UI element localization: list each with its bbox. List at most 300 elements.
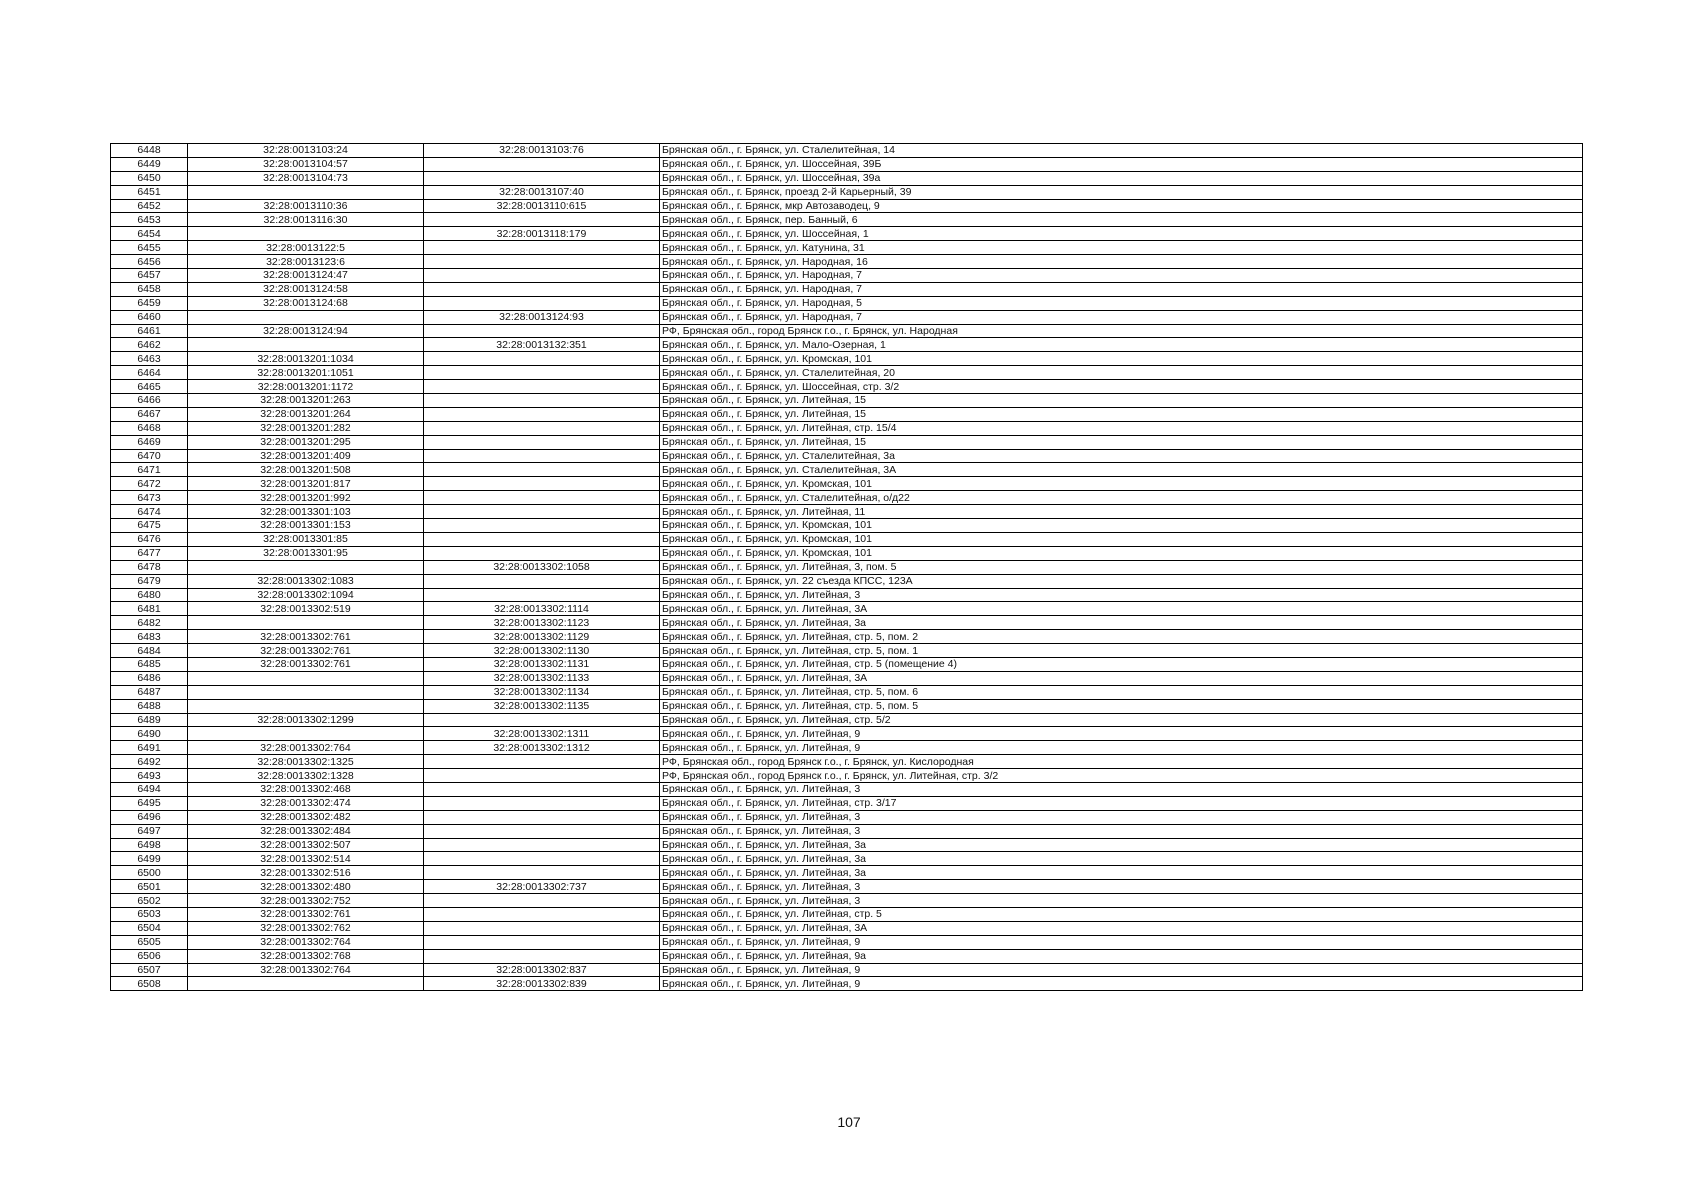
row-number-cell: 6499: [111, 852, 188, 866]
building-number-cell: [424, 769, 660, 783]
building-number-cell: [424, 380, 660, 394]
parcel-number-cell: 32:28:0013124:58: [188, 282, 424, 296]
row-number-cell: 6475: [111, 519, 188, 533]
parcel-number-cell: 32:28:0013302:516: [188, 866, 424, 880]
address-cell: Брянская обл., г. Брянск, ул. 22 съезда КПСС, 123А: [660, 574, 1583, 588]
address-cell: Брянская обл., г. Брянск, ул. Литейная, 3а: [660, 866, 1583, 880]
row-number-cell: 6493: [111, 769, 188, 783]
row-number-cell: 6505: [111, 935, 188, 949]
building-number-cell: [424, 157, 660, 171]
parcel-number-cell: 32:28:0013201:817: [188, 477, 424, 491]
table-row: [111, 185, 1583, 199]
building-number-cell: 32:28:0013302:1133: [424, 671, 660, 685]
table-row: [111, 894, 1583, 908]
building-number-cell: 32:28:0013302:1135: [424, 699, 660, 713]
building-number-cell: [424, 324, 660, 338]
address-cell: Брянская обл., г. Брянск, пер. Банный, 6: [660, 213, 1583, 227]
building-number-cell: [424, 838, 660, 852]
building-number-cell: [424, 505, 660, 519]
address-cell: Брянская обл., г. Брянск, ул. Литейная, 3а: [660, 838, 1583, 852]
row-number-cell: 6491: [111, 741, 188, 755]
row-number-cell: 6461: [111, 324, 188, 338]
table-row: [111, 977, 1583, 991]
building-number-cell: [424, 421, 660, 435]
table-row: [111, 741, 1583, 755]
table-row: [111, 449, 1583, 463]
row-number-cell: 6482: [111, 616, 188, 630]
address-cell: Брянская обл., г. Брянск, ул. Литейная, 3: [660, 824, 1583, 838]
address-cell: Брянская обл., г. Брянск, ул. Шоссейная, 39Б: [660, 157, 1583, 171]
building-number-cell: 32:28:0013110:615: [424, 199, 660, 213]
parcel-number-cell: 32:28:0013124:94: [188, 324, 424, 338]
address-cell: Брянская обл., г. Брянск, ул. Литейная, 9: [660, 963, 1583, 977]
building-number-cell: [424, 352, 660, 366]
building-number-cell: 32:28:0013302:1130: [424, 644, 660, 658]
row-number-cell: 6501: [111, 880, 188, 894]
parcel-number-cell: [188, 977, 424, 991]
parcel-number-cell: 32:28:0013201:409: [188, 449, 424, 463]
building-number-cell: [424, 852, 660, 866]
building-number-cell: 32:28:0013302:1058: [424, 560, 660, 574]
row-number-cell: 6449: [111, 157, 188, 171]
parcel-number-cell: 32:28:0013201:295: [188, 435, 424, 449]
row-number-cell: 6481: [111, 602, 188, 616]
address-cell: РФ, Брянская обл., город Брянск г.о., г. Брянск, ул. Литейная, стр. 3/2: [660, 769, 1583, 783]
row-number-cell: 6472: [111, 477, 188, 491]
building-number-cell: 32:28:0013302:1114: [424, 602, 660, 616]
parcel-number-cell: 32:28:0013201:1051: [188, 366, 424, 380]
table-row: [111, 769, 1583, 783]
address-cell: РФ, Брянская обл., город Брянск г.о., г. Брянск, ул. Народная: [660, 324, 1583, 338]
table-row: [111, 727, 1583, 741]
table-row: [111, 227, 1583, 241]
building-number-cell: 32:28:0013302:1129: [424, 630, 660, 644]
table-row: [111, 574, 1583, 588]
address-cell: Брянская обл., г. Брянск, ул. Сталелитейная, о/д22: [660, 491, 1583, 505]
building-number-cell: [424, 296, 660, 310]
building-number-cell: [424, 713, 660, 727]
building-number-cell: 32:28:0013302:1312: [424, 741, 660, 755]
table-row: [111, 532, 1583, 546]
building-number-cell: [424, 269, 660, 283]
parcel-number-cell: 32:28:0013201:1172: [188, 380, 424, 394]
registry-table-body: [111, 144, 1583, 991]
building-number-cell: 32:28:0013302:1134: [424, 685, 660, 699]
address-cell: Брянская обл., г. Брянск, ул. Сталелитейная, 20: [660, 366, 1583, 380]
row-number-cell: 6480: [111, 588, 188, 602]
row-number-cell: 6460: [111, 310, 188, 324]
parcel-number-cell: 32:28:0013302:507: [188, 838, 424, 852]
parcel-number-cell: 32:28:0013302:764: [188, 935, 424, 949]
address-cell: Брянская обл., г. Брянск, ул. Литейная, 3а: [660, 852, 1583, 866]
row-number-cell: 6502: [111, 894, 188, 908]
row-number-cell: 6457: [111, 269, 188, 283]
table-row: [111, 269, 1583, 283]
parcel-number-cell: 32:28:0013302:468: [188, 782, 424, 796]
address-cell: Брянская обл., г. Брянск, ул. Шоссейная, стр. 3/2: [660, 380, 1583, 394]
table-row: [111, 241, 1583, 255]
table-row: [111, 602, 1583, 616]
row-number-cell: 6452: [111, 199, 188, 213]
row-number-cell: 6470: [111, 449, 188, 463]
building-number-cell: [424, 894, 660, 908]
address-cell: Брянская обл., г. Брянск, ул. Кромская, 101: [660, 477, 1583, 491]
table-row: [111, 644, 1583, 658]
address-cell: Брянская обл., г. Брянск, ул. Литейная, стр. 5: [660, 907, 1583, 921]
table-row: [111, 935, 1583, 949]
address-cell: Брянская обл., г. Брянск, ул. Литейная, стр. 15/4: [660, 421, 1583, 435]
parcel-number-cell: 32:28:0013302:752: [188, 894, 424, 908]
table-row: [111, 657, 1583, 671]
row-number-cell: 6483: [111, 630, 188, 644]
table-row: [111, 394, 1583, 408]
table-row: [111, 477, 1583, 491]
address-cell: Брянская обл., г. Брянск, ул. Литейная, 3А: [660, 921, 1583, 935]
address-cell: Брянская обл., г. Брянск, ул. Литейная, 9: [660, 727, 1583, 741]
address-cell: Брянская обл., г. Брянск, ул. Кромская, 101: [660, 519, 1583, 533]
address-cell: Брянская обл., г. Брянск, мкр Автозаводец, 9: [660, 199, 1583, 213]
row-number-cell: 6474: [111, 505, 188, 519]
parcel-number-cell: 32:28:0013302:762: [188, 921, 424, 935]
building-number-cell: [424, 407, 660, 421]
row-number-cell: 6486: [111, 671, 188, 685]
parcel-number-cell: 32:28:0013302:768: [188, 949, 424, 963]
address-cell: Брянская обл., г. Брянск, ул. Литейная, 3А: [660, 671, 1583, 685]
table-row: [111, 838, 1583, 852]
address-cell: Брянская обл., г. Брянск, ул. Мало-Озерная, 1: [660, 338, 1583, 352]
address-cell: Брянская обл., г. Брянск, ул. Литейная, 15: [660, 394, 1583, 408]
address-cell: Брянская обл., г. Брянск, ул. Литейная, стр. 5, пом. 2: [660, 630, 1583, 644]
table-row: [111, 282, 1583, 296]
parcel-number-cell: 32:28:0013124:68: [188, 296, 424, 310]
row-number-cell: 6465: [111, 380, 188, 394]
building-number-cell: [424, 755, 660, 769]
address-cell: Брянская обл., г. Брянск, ул. Народная, 5: [660, 296, 1583, 310]
row-number-cell: 6503: [111, 907, 188, 921]
address-cell: Брянская обл., г. Брянск, ул. Народная, 16: [660, 255, 1583, 269]
table-row: [111, 171, 1583, 185]
building-number-cell: 32:28:0013118:179: [424, 227, 660, 241]
building-number-cell: [424, 810, 660, 824]
address-cell: Брянская обл., г. Брянск, ул. Шоссейная, 39а: [660, 171, 1583, 185]
table-row: [111, 491, 1583, 505]
table-row: [111, 866, 1583, 880]
address-cell: Брянская обл., г. Брянск, ул. Литейная, стр. 3/17: [660, 796, 1583, 810]
row-number-cell: 6496: [111, 810, 188, 824]
parcel-number-cell: 32:28:0013302:482: [188, 810, 424, 824]
building-number-cell: [424, 921, 660, 935]
address-cell: Брянская обл., г. Брянск, ул. Литейная, 3а: [660, 616, 1583, 630]
address-cell: Брянская обл., г. Брянск, ул. Народная, 7: [660, 269, 1583, 283]
address-cell: Брянская обл., г. Брянск, ул. Литейная, стр. 5/2: [660, 713, 1583, 727]
parcel-number-cell: 32:28:0013302:484: [188, 824, 424, 838]
row-number-cell: 6508: [111, 977, 188, 991]
parcel-number-cell: [188, 227, 424, 241]
building-number-cell: 32:28:0013132:351: [424, 338, 660, 352]
table-row: [111, 213, 1583, 227]
address-cell: Брянская обл., г. Брянск, ул. Сталелитейная, 14: [660, 144, 1583, 158]
row-number-cell: 6462: [111, 338, 188, 352]
row-number-cell: 6448: [111, 144, 188, 158]
parcel-number-cell: 32:28:0013302:1299: [188, 713, 424, 727]
parcel-number-cell: 32:28:0013301:95: [188, 546, 424, 560]
row-number-cell: 6492: [111, 755, 188, 769]
row-number-cell: 6466: [111, 394, 188, 408]
address-cell: Брянская обл., г. Брянск, ул. Литейная, 3: [660, 782, 1583, 796]
row-number-cell: 6471: [111, 463, 188, 477]
address-cell: Брянская обл., г. Брянск, ул. Народная, 7: [660, 310, 1583, 324]
building-number-cell: [424, 477, 660, 491]
parcel-number-cell: 32:28:0013122:5: [188, 241, 424, 255]
row-number-cell: 6497: [111, 824, 188, 838]
table-row: [111, 421, 1583, 435]
row-number-cell: 6490: [111, 727, 188, 741]
address-cell: Брянская обл., г. Брянск, ул. Шоссейная, 1: [660, 227, 1583, 241]
table-row: [111, 352, 1583, 366]
parcel-number-cell: 32:28:0013123:6: [188, 255, 424, 269]
address-cell: РФ, Брянская обл., город Брянск г.о., г. Брянск, ул. Кислородная: [660, 755, 1583, 769]
row-number-cell: 6450: [111, 171, 188, 185]
building-number-cell: 32:28:0013302:839: [424, 977, 660, 991]
building-number-cell: 32:28:0013107:40: [424, 185, 660, 199]
row-number-cell: 6468: [111, 421, 188, 435]
table-row: [111, 685, 1583, 699]
table-row: [111, 810, 1583, 824]
parcel-number-cell: 32:28:0013103:24: [188, 144, 424, 158]
address-cell: Брянская обл., г. Брянск, ул. Литейная, 15: [660, 435, 1583, 449]
parcel-number-cell: 32:28:0013201:1034: [188, 352, 424, 366]
address-cell: Брянская обл., г. Брянск, проезд 2-й Карьерный, 39: [660, 185, 1583, 199]
table-row: [111, 560, 1583, 574]
row-number-cell: 6459: [111, 296, 188, 310]
row-number-cell: 6467: [111, 407, 188, 421]
building-number-cell: [424, 241, 660, 255]
address-cell: Брянская обл., г. Брянск, ул. Кромская, 101: [660, 352, 1583, 366]
parcel-number-cell: 32:28:0013104:73: [188, 171, 424, 185]
row-number-cell: 6495: [111, 796, 188, 810]
parcel-number-cell: 32:28:0013302:764: [188, 963, 424, 977]
building-number-cell: [424, 394, 660, 408]
table-row: [111, 505, 1583, 519]
parcel-number-cell: 32:28:0013302:764: [188, 741, 424, 755]
row-number-cell: 6487: [111, 685, 188, 699]
address-cell: Брянская обл., г. Брянск, ул. Литейная, 9: [660, 741, 1583, 755]
table-row: [111, 463, 1583, 477]
row-number-cell: 6494: [111, 782, 188, 796]
building-number-cell: [424, 824, 660, 838]
building-number-cell: 32:28:0013124:93: [424, 310, 660, 324]
table-row: [111, 880, 1583, 894]
row-number-cell: 6489: [111, 713, 188, 727]
row-number-cell: 6454: [111, 227, 188, 241]
table-row: [111, 588, 1583, 602]
parcel-number-cell: 32:28:0013301:153: [188, 519, 424, 533]
table-row: [111, 616, 1583, 630]
building-number-cell: 32:28:0013302:1311: [424, 727, 660, 741]
address-cell: Брянская обл., г. Брянск, ул. Сталелитейная, 3А: [660, 463, 1583, 477]
row-number-cell: 6477: [111, 546, 188, 560]
parcel-number-cell: 32:28:0013302:1094: [188, 588, 424, 602]
building-number-cell: [424, 366, 660, 380]
table-row: [111, 699, 1583, 713]
row-number-cell: 6500: [111, 866, 188, 880]
table-row: [111, 407, 1583, 421]
table-row: [111, 519, 1583, 533]
address-cell: Брянская обл., г. Брянск, ул. Литейная, 11: [660, 505, 1583, 519]
building-number-cell: [424, 463, 660, 477]
table-row: [111, 380, 1583, 394]
parcel-number-cell: 32:28:0013201:263: [188, 394, 424, 408]
building-number-cell: [424, 282, 660, 296]
page-number: 107: [837, 1114, 861, 1130]
building-number-cell: [424, 588, 660, 602]
building-number-cell: [424, 546, 660, 560]
row-number-cell: 6504: [111, 921, 188, 935]
parcel-number-cell: 32:28:0013302:761: [188, 907, 424, 921]
building-number-cell: [424, 907, 660, 921]
parcel-number-cell: 32:28:0013302:519: [188, 602, 424, 616]
building-number-cell: 32:28:0013302:1123: [424, 616, 660, 630]
address-cell: Брянская обл., г. Брянск, ул. Литейная, 3: [660, 880, 1583, 894]
row-number-cell: 6469: [111, 435, 188, 449]
parcel-number-cell: 32:28:0013201:264: [188, 407, 424, 421]
row-number-cell: 6498: [111, 838, 188, 852]
parcel-number-cell: 32:28:0013201:992: [188, 491, 424, 505]
building-number-cell: [424, 435, 660, 449]
row-number-cell: 6488: [111, 699, 188, 713]
row-number-cell: 6473: [111, 491, 188, 505]
table-row: [111, 852, 1583, 866]
table-row: [111, 755, 1583, 769]
building-number-cell: [424, 449, 660, 463]
address-cell: Брянская обл., г. Брянск, ул. Литейная, 3: [660, 894, 1583, 908]
parcel-number-cell: 32:28:0013124:47: [188, 269, 424, 283]
row-number-cell: 6451: [111, 185, 188, 199]
parcel-number-cell: 32:28:0013302:1083: [188, 574, 424, 588]
parcel-number-cell: 32:28:0013302:1325: [188, 755, 424, 769]
address-cell: Брянская обл., г. Брянск, ул. Литейная, 3: [660, 810, 1583, 824]
address-cell: Брянская обл., г. Брянск, ул. Народная, 7: [660, 282, 1583, 296]
parcel-number-cell: [188, 338, 424, 352]
table-row: [111, 324, 1583, 338]
row-number-cell: 6485: [111, 657, 188, 671]
parcel-number-cell: 32:28:0013302:474: [188, 796, 424, 810]
row-number-cell: 6453: [111, 213, 188, 227]
address-cell: Брянская обл., г. Брянск, ул. Литейная, 15: [660, 407, 1583, 421]
parcel-number-cell: [188, 699, 424, 713]
table-row: [111, 255, 1583, 269]
table-row: [111, 782, 1583, 796]
building-number-cell: [424, 866, 660, 880]
table-row: [111, 338, 1583, 352]
parcel-number-cell: 32:28:0013302:1328: [188, 769, 424, 783]
row-number-cell: 6478: [111, 560, 188, 574]
row-number-cell: 6484: [111, 644, 188, 658]
table-row: [111, 435, 1583, 449]
row-number-cell: 6464: [111, 366, 188, 380]
table-row: [111, 963, 1583, 977]
building-number-cell: 32:28:0013103:76: [424, 144, 660, 158]
parcel-number-cell: [188, 685, 424, 699]
building-number-cell: [424, 574, 660, 588]
address-cell: Брянская обл., г. Брянск, ул. Литейная, 9а: [660, 949, 1583, 963]
parcel-number-cell: [188, 560, 424, 574]
table-row: [111, 671, 1583, 685]
parcel-number-cell: 32:28:0013301:103: [188, 505, 424, 519]
parcel-number-cell: 32:28:0013110:36: [188, 199, 424, 213]
building-number-cell: [424, 935, 660, 949]
parcel-number-cell: 32:28:0013301:85: [188, 532, 424, 546]
building-number-cell: 32:28:0013302:837: [424, 963, 660, 977]
table-row: [111, 144, 1583, 158]
building-number-cell: [424, 949, 660, 963]
building-number-cell: [424, 213, 660, 227]
building-number-cell: 32:28:0013302:1131: [424, 657, 660, 671]
address-cell: Брянская обл., г. Брянск, ул. Литейная, 3А: [660, 602, 1583, 616]
parcel-number-cell: [188, 727, 424, 741]
address-cell: Брянская обл., г. Брянск, ул. Литейная, стр. 5, пом. 5: [660, 699, 1583, 713]
parcel-number-cell: 32:28:0013302:514: [188, 852, 424, 866]
address-cell: Брянская обл., г. Брянск, ул. Литейная, стр. 5, пом. 1: [660, 644, 1583, 658]
row-number-cell: 6507: [111, 963, 188, 977]
address-cell: Брянская обл., г. Брянск, ул. Кромская, 101: [660, 532, 1583, 546]
parcel-number-cell: 32:28:0013302:761: [188, 644, 424, 658]
building-number-cell: [424, 796, 660, 810]
row-number-cell: 6476: [111, 532, 188, 546]
table-row: [111, 546, 1583, 560]
registry-table: [110, 143, 1583, 991]
address-cell: Брянская обл., г. Брянск, ул. Литейная, 9: [660, 977, 1583, 991]
address-cell: Брянская обл., г. Брянск, ул. Литейная, стр. 5 (помещение 4): [660, 657, 1583, 671]
parcel-number-cell: [188, 310, 424, 324]
table-row: [111, 796, 1583, 810]
parcel-number-cell: 32:28:0013302:480: [188, 880, 424, 894]
address-cell: Брянская обл., г. Брянск, ул. Литейная, 3: [660, 588, 1583, 602]
building-number-cell: [424, 532, 660, 546]
parcel-number-cell: 32:28:0013116:30: [188, 213, 424, 227]
parcel-number-cell: 32:28:0013302:761: [188, 657, 424, 671]
row-number-cell: 6479: [111, 574, 188, 588]
table-row: [111, 310, 1583, 324]
address-cell: Брянская обл., г. Брянск, ул. Литейная, 3, пом. 5: [660, 560, 1583, 574]
address-cell: Брянская обл., г. Брянск, ул. Кромская, 101: [660, 546, 1583, 560]
table-row: [111, 949, 1583, 963]
parcel-number-cell: [188, 671, 424, 685]
building-number-cell: [424, 255, 660, 269]
parcel-number-cell: 32:28:0013201:508: [188, 463, 424, 477]
parcel-number-cell: [188, 185, 424, 199]
row-number-cell: 6506: [111, 949, 188, 963]
building-number-cell: 32:28:0013302:737: [424, 880, 660, 894]
table-row: [111, 824, 1583, 838]
row-number-cell: 6455: [111, 241, 188, 255]
table-row: [111, 157, 1583, 171]
table-row: [111, 907, 1583, 921]
table-row: [111, 630, 1583, 644]
table-row: [111, 199, 1583, 213]
building-number-cell: [424, 491, 660, 505]
address-cell: Брянская обл., г. Брянск, ул. Катунина, 31: [660, 241, 1583, 255]
parcel-number-cell: [188, 616, 424, 630]
table-row: [111, 713, 1583, 727]
table-row: [111, 921, 1583, 935]
building-number-cell: [424, 519, 660, 533]
table-row: [111, 296, 1583, 310]
address-cell: Брянская обл., г. Брянск, ул. Литейная, 9: [660, 935, 1583, 949]
building-number-cell: [424, 171, 660, 185]
row-number-cell: 6456: [111, 255, 188, 269]
row-number-cell: 6463: [111, 352, 188, 366]
